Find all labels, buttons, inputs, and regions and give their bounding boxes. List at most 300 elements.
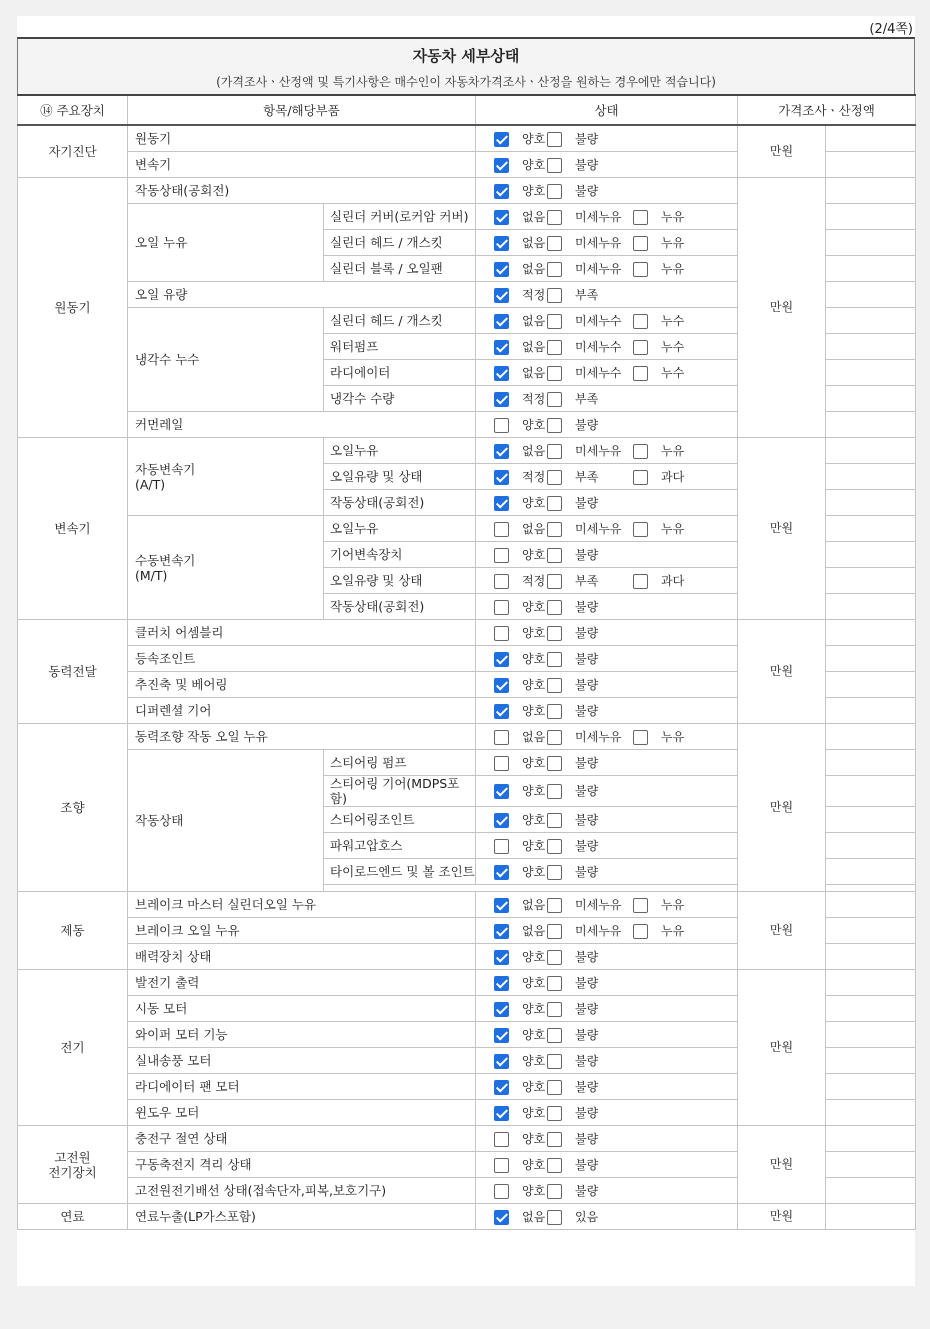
status-option[interactable] [494, 1079, 547, 1095]
unchecked-checkbox[interactable] [547, 950, 562, 965]
status-option[interactable] [633, 313, 691, 329]
unchecked-checkbox[interactable] [547, 158, 562, 173]
status-option[interactable] [547, 469, 633, 485]
unchecked-checkbox[interactable] [547, 262, 562, 277]
status-options [476, 1100, 738, 1126]
unchecked-checkbox[interactable] [633, 314, 648, 329]
status-option-label: 없음 [522, 729, 546, 744]
price-input[interactable] [826, 1048, 916, 1074]
price-input[interactable] [826, 282, 916, 308]
checked-checkbox[interactable] [494, 950, 509, 965]
unchecked-checkbox[interactable] [547, 1106, 562, 1121]
table-header-row [18, 95, 916, 125]
item-label: 동력조향 작동 오일 누유 [128, 724, 476, 750]
checked-checkbox[interactable] [494, 496, 509, 511]
checked-checkbox[interactable] [494, 366, 509, 381]
unchecked-checkbox[interactable] [547, 1132, 562, 1147]
status-option-label: 누유 [661, 209, 685, 224]
status-option[interactable] [494, 949, 547, 965]
status-option[interactable] [494, 1209, 547, 1225]
unit-label: 만원 [738, 125, 826, 178]
status-option[interactable] [494, 1157, 547, 1173]
status-option[interactable] [494, 261, 547, 277]
checked-checkbox[interactable] [494, 1210, 509, 1225]
status-option-label: 없음 [522, 339, 546, 354]
status-option[interactable] [633, 443, 691, 459]
status-option[interactable] [547, 1131, 633, 1147]
status-option[interactable] [633, 923, 691, 939]
checked-checkbox[interactable] [494, 236, 509, 251]
status-option[interactable] [547, 391, 633, 407]
item-label: 라디에이터 [324, 360, 476, 386]
item-label: 스티어링 펌프 [324, 750, 476, 776]
price-input[interactable] [826, 308, 916, 334]
price-input[interactable] [826, 698, 916, 724]
status-option-label: 양호 [522, 547, 546, 562]
status-option-label: 불량 [575, 183, 599, 198]
status-option-label: 양호 [522, 625, 546, 640]
unchecked-checkbox[interactable] [547, 1080, 562, 1095]
unchecked-checkbox[interactable] [547, 340, 562, 355]
unchecked-checkbox[interactable] [547, 704, 562, 719]
unchecked-checkbox[interactable] [633, 898, 648, 913]
checked-checkbox[interactable] [494, 392, 509, 407]
status-option[interactable] [547, 729, 633, 745]
status-option[interactable] [547, 1079, 633, 1095]
status-option-label: 없음 [522, 261, 546, 276]
price-input[interactable] [826, 1074, 916, 1100]
unchecked-checkbox[interactable] [547, 1210, 562, 1225]
status-option[interactable] [494, 391, 547, 407]
checked-checkbox[interactable] [494, 158, 509, 173]
status-options [476, 698, 738, 724]
status-option-label: 불량 [575, 1105, 599, 1120]
status-option[interactable] [547, 1183, 633, 1199]
item-label: 브레이크 오일 누유 [128, 918, 476, 944]
status-option-label: 불량 [575, 677, 599, 692]
unchecked-checkbox[interactable] [547, 574, 562, 589]
status-option[interactable] [494, 235, 547, 251]
status-option[interactable] [494, 495, 547, 511]
status-option[interactable] [547, 783, 633, 799]
unchecked-checkbox[interactable] [547, 924, 562, 939]
status-option[interactable] [633, 573, 691, 589]
checked-checkbox[interactable] [494, 1106, 509, 1121]
status-option-label: 불량 [575, 1027, 599, 1042]
price-input[interactable] [826, 412, 916, 438]
unchecked-checkbox[interactable] [633, 522, 648, 537]
status-options [476, 1074, 738, 1100]
unchecked-checkbox[interactable] [547, 784, 562, 799]
status-option[interactable] [494, 729, 547, 745]
checked-checkbox[interactable] [494, 210, 509, 225]
checked-checkbox[interactable] [494, 314, 509, 329]
checked-checkbox[interactable] [494, 784, 509, 799]
unchecked-checkbox[interactable] [547, 1002, 562, 1017]
item-label: 시동 모터 [128, 996, 476, 1022]
status-option[interactable] [494, 209, 547, 225]
status-option[interactable] [547, 261, 633, 277]
unchecked-checkbox[interactable] [547, 1158, 562, 1173]
status-option-label: 없음 [522, 209, 546, 224]
checked-checkbox[interactable] [494, 288, 509, 303]
unchecked-checkbox[interactable] [547, 496, 562, 511]
status-option[interactable] [547, 547, 633, 563]
status-option[interactable] [494, 287, 547, 303]
status-option[interactable] [494, 1053, 547, 1069]
status-option[interactable] [494, 365, 547, 381]
status-option-label: 미세누유 [575, 923, 622, 938]
status-option[interactable] [494, 157, 547, 173]
status-option-label: 불량 [575, 838, 599, 853]
item-label: 기어변속장치 [324, 542, 476, 568]
status-option[interactable] [547, 131, 633, 147]
status-option-label: 양호 [522, 599, 546, 614]
unchecked-checkbox[interactable] [547, 288, 562, 303]
status-options [476, 386, 738, 412]
status-option[interactable] [494, 703, 547, 719]
status-option[interactable] [547, 923, 633, 939]
unchecked-checkbox[interactable] [547, 600, 562, 615]
status-option[interactable] [494, 547, 547, 563]
price-input[interactable] [826, 672, 916, 698]
item-label: 디퍼렌셜 기어 [128, 698, 476, 724]
status-option[interactable] [633, 897, 691, 913]
unchecked-checkbox[interactable] [494, 522, 509, 537]
status-option[interactable] [547, 949, 633, 965]
price-input[interactable] [826, 944, 916, 970]
status-option[interactable] [494, 897, 547, 913]
status-option[interactable] [494, 651, 547, 667]
price-input[interactable] [826, 1126, 916, 1152]
status-options [476, 1178, 738, 1204]
status-options [476, 178, 738, 204]
status-option[interactable] [547, 495, 633, 511]
status-options [476, 125, 738, 152]
price-input[interactable] [826, 125, 916, 152]
price-input[interactable] [826, 646, 916, 672]
unchecked-checkbox[interactable] [547, 522, 562, 537]
checked-checkbox[interactable] [494, 184, 509, 199]
price-input[interactable] [826, 490, 916, 516]
unchecked-checkbox[interactable] [494, 1132, 509, 1147]
unchecked-checkbox[interactable] [494, 600, 509, 615]
status-option[interactable] [494, 677, 547, 693]
unchecked-checkbox[interactable] [547, 652, 562, 667]
checked-checkbox[interactable] [494, 1028, 509, 1043]
status-option[interactable] [547, 287, 633, 303]
unchecked-checkbox[interactable] [633, 366, 648, 381]
status-option[interactable] [494, 131, 547, 147]
price-input[interactable] [826, 178, 916, 204]
status-option[interactable] [547, 897, 633, 913]
status-options [476, 1022, 738, 1048]
status-option[interactable] [633, 261, 691, 277]
status-option-label: 불량 [575, 755, 599, 770]
item-label: 작동상태(공회전) [128, 178, 476, 204]
price-input[interactable] [826, 438, 916, 464]
status-option-label: 미세누유 [575, 209, 622, 224]
unchecked-checkbox[interactable] [633, 444, 648, 459]
status-option[interactable] [494, 599, 547, 615]
item-label: 발전기 출력 [128, 970, 476, 996]
checked-checkbox[interactable] [494, 444, 509, 459]
status-option[interactable] [494, 1001, 547, 1017]
unchecked-checkbox[interactable] [633, 210, 648, 225]
checked-checkbox[interactable] [494, 976, 509, 991]
unchecked-checkbox[interactable] [547, 626, 562, 641]
status-option[interactable] [547, 573, 633, 589]
unchecked-checkbox[interactable] [547, 1184, 562, 1199]
checked-checkbox[interactable] [494, 865, 509, 880]
price-input[interactable] [826, 542, 916, 568]
status-option[interactable] [633, 365, 691, 381]
status-option[interactable] [547, 703, 633, 719]
price-input[interactable] [826, 256, 916, 282]
unchecked-checkbox[interactable] [547, 976, 562, 991]
price-input[interactable] [826, 918, 916, 944]
checked-checkbox[interactable] [494, 678, 509, 693]
status-option[interactable] [547, 625, 633, 641]
checked-checkbox[interactable] [494, 1002, 509, 1017]
unchecked-checkbox[interactable] [494, 756, 509, 771]
status-option[interactable] [494, 864, 547, 880]
price-input[interactable] [826, 230, 916, 256]
price-input[interactable] [826, 1022, 916, 1048]
status-option-label: 불량 [575, 1157, 599, 1172]
status-option[interactable] [494, 1183, 547, 1199]
col-header-status: 상태 [476, 95, 738, 125]
unchecked-checkbox[interactable] [547, 865, 562, 880]
status-options [476, 282, 738, 308]
unchecked-checkbox[interactable] [633, 730, 648, 745]
checked-checkbox[interactable] [494, 470, 509, 485]
price-input[interactable] [826, 1178, 916, 1204]
price-input[interactable] [826, 1152, 916, 1178]
status-option[interactable] [547, 677, 633, 693]
status-option[interactable] [547, 1001, 633, 1017]
price-input[interactable] [826, 386, 916, 412]
unchecked-checkbox[interactable] [547, 236, 562, 251]
unchecked-checkbox[interactable] [633, 340, 648, 355]
price-input[interactable] [826, 334, 916, 360]
unchecked-checkbox[interactable] [547, 184, 562, 199]
status-option[interactable] [494, 469, 547, 485]
status-option[interactable] [633, 469, 691, 485]
status-option[interactable] [633, 729, 691, 745]
group-label-self-diagnosis: 자기진단 [18, 125, 128, 178]
status-option[interactable] [547, 1209, 633, 1225]
price-input[interactable] [826, 204, 916, 230]
checked-checkbox[interactable] [494, 924, 509, 939]
price-input[interactable] [826, 152, 916, 178]
unchecked-checkbox[interactable] [547, 132, 562, 147]
status-option[interactable] [547, 599, 633, 615]
price-input[interactable] [826, 859, 916, 885]
status-option[interactable] [547, 1053, 633, 1069]
status-option[interactable] [494, 625, 547, 641]
price-input[interactable] [826, 724, 916, 750]
col-header-price: 가격조사ㆍ산정액 [738, 95, 916, 125]
unchecked-checkbox[interactable] [494, 418, 509, 433]
status-option[interactable] [494, 521, 547, 537]
checked-checkbox[interactable] [494, 704, 509, 719]
unit-label: 만원 [738, 1126, 826, 1204]
status-option[interactable] [494, 573, 547, 589]
status-option-label: 불량 [575, 651, 599, 666]
status-option[interactable] [494, 812, 547, 828]
item-label: 실린더 블록 / 오일팬 [324, 256, 476, 282]
status-option[interactable] [633, 235, 691, 251]
status-option-label: 불량 [575, 1001, 599, 1016]
status-option[interactable] [494, 313, 547, 329]
unchecked-checkbox[interactable] [547, 444, 562, 459]
unchecked-checkbox[interactable] [547, 314, 562, 329]
price-input[interactable] [826, 970, 916, 996]
price-input[interactable] [826, 833, 916, 859]
status-option-label: 없음 [522, 313, 546, 328]
price-input[interactable] [826, 1204, 916, 1230]
status-option[interactable] [494, 443, 547, 459]
checked-checkbox[interactable] [494, 1054, 509, 1069]
price-input[interactable] [826, 750, 916, 776]
status-option[interactable] [494, 1105, 547, 1121]
subgroup-label-oil-leak: 오일 누유 [128, 204, 324, 282]
unchecked-checkbox[interactable] [633, 574, 648, 589]
unchecked-checkbox[interactable] [547, 898, 562, 913]
item-label: 연료누출(LP가스포함) [128, 1204, 476, 1230]
unchecked-checkbox[interactable] [494, 548, 509, 563]
status-option[interactable] [494, 1131, 547, 1147]
status-option[interactable] [547, 313, 633, 329]
status-option-label: 부족 [575, 287, 599, 302]
unchecked-checkbox[interactable] [633, 262, 648, 277]
status-option[interactable] [547, 209, 633, 225]
status-option[interactable] [547, 651, 633, 667]
unchecked-checkbox[interactable] [633, 236, 648, 251]
unchecked-checkbox[interactable] [547, 418, 562, 433]
item-label: 실린더 헤드 / 개스킷 [324, 308, 476, 334]
status-option[interactable] [547, 417, 633, 433]
unchecked-checkbox[interactable] [547, 392, 562, 407]
status-option[interactable] [547, 365, 633, 381]
status-option[interactable] [547, 755, 633, 771]
unchecked-checkbox[interactable] [547, 470, 562, 485]
unchecked-checkbox[interactable] [547, 730, 562, 745]
checked-checkbox[interactable] [494, 132, 509, 147]
unchecked-checkbox[interactable] [494, 1184, 509, 1199]
checked-checkbox[interactable] [494, 340, 509, 355]
price-input[interactable] [826, 807, 916, 833]
status-option[interactable] [547, 975, 633, 991]
unchecked-checkbox[interactable] [547, 1054, 562, 1069]
price-input[interactable] [826, 1100, 916, 1126]
unchecked-checkbox[interactable] [494, 839, 509, 854]
checked-checkbox[interactable] [494, 652, 509, 667]
price-input[interactable] [826, 620, 916, 646]
status-option[interactable] [494, 975, 547, 991]
status-option[interactable] [547, 1105, 633, 1121]
status-option[interactable] [494, 1027, 547, 1043]
status-option-label: 불량 [575, 784, 599, 799]
unit-label: 만원 [738, 970, 826, 1126]
status-option[interactable] [494, 755, 547, 771]
status-option[interactable] [547, 157, 633, 173]
subgroup-label-steer-op: 작동상태 [128, 750, 324, 892]
unchecked-checkbox[interactable] [494, 1158, 509, 1173]
status-option[interactable] [547, 443, 633, 459]
unchecked-checkbox[interactable] [547, 1028, 562, 1043]
status-option[interactable] [547, 339, 633, 355]
checked-checkbox[interactable] [494, 813, 509, 828]
unchecked-checkbox[interactable] [547, 756, 562, 771]
status-option[interactable] [494, 183, 547, 199]
status-options [476, 1126, 738, 1152]
price-input[interactable] [826, 776, 916, 807]
price-input[interactable] [826, 568, 916, 594]
status-option[interactable] [547, 521, 633, 537]
unchecked-checkbox[interactable] [494, 574, 509, 589]
status-option[interactable] [547, 812, 633, 828]
item-label: 변속기 [128, 152, 476, 178]
unchecked-checkbox[interactable] [547, 813, 562, 828]
status-option-label: 없음 [522, 1209, 546, 1224]
unchecked-checkbox[interactable] [547, 548, 562, 563]
checked-checkbox[interactable] [494, 898, 509, 913]
unchecked-checkbox[interactable] [547, 839, 562, 854]
unchecked-checkbox[interactable] [633, 924, 648, 939]
status-options [476, 672, 738, 698]
item-label: 배력장치 상태 [128, 944, 476, 970]
price-input[interactable] [826, 516, 916, 542]
status-option[interactable] [494, 417, 547, 433]
unchecked-checkbox[interactable] [547, 366, 562, 381]
unchecked-checkbox[interactable] [494, 626, 509, 641]
status-option[interactable] [633, 521, 691, 537]
unchecked-checkbox[interactable] [547, 678, 562, 693]
price-input[interactable] [826, 892, 916, 918]
price-input[interactable] [826, 360, 916, 386]
unchecked-checkbox[interactable] [633, 470, 648, 485]
status-option[interactable] [547, 235, 633, 251]
price-input[interactable] [826, 464, 916, 490]
status-option[interactable] [633, 209, 691, 225]
item-label: 타이로드엔드 및 볼 조인트 [324, 859, 476, 885]
checked-checkbox[interactable] [494, 262, 509, 277]
price-input[interactable] [826, 594, 916, 620]
unchecked-checkbox[interactable] [547, 210, 562, 225]
status-option-label: 불량 [575, 1183, 599, 1198]
status-options [476, 970, 738, 996]
item-label: 윈도우 모터 [128, 1100, 476, 1126]
status-option[interactable] [547, 1027, 633, 1043]
status-option[interactable] [494, 838, 547, 854]
status-option[interactable] [547, 1157, 633, 1173]
status-option[interactable] [547, 864, 633, 880]
status-option[interactable] [547, 838, 633, 854]
checked-checkbox[interactable] [494, 1080, 509, 1095]
price-input[interactable] [826, 996, 916, 1022]
unit-label: 만원 [738, 892, 826, 970]
unchecked-checkbox[interactable] [494, 730, 509, 745]
item-label: 커먼레일 [128, 412, 476, 438]
status-option[interactable] [633, 339, 691, 355]
status-option[interactable] [494, 923, 547, 939]
status-option[interactable] [547, 183, 633, 199]
status-option[interactable] [494, 783, 547, 799]
status-option[interactable] [494, 339, 547, 355]
unit-label: 만원 [738, 178, 826, 438]
